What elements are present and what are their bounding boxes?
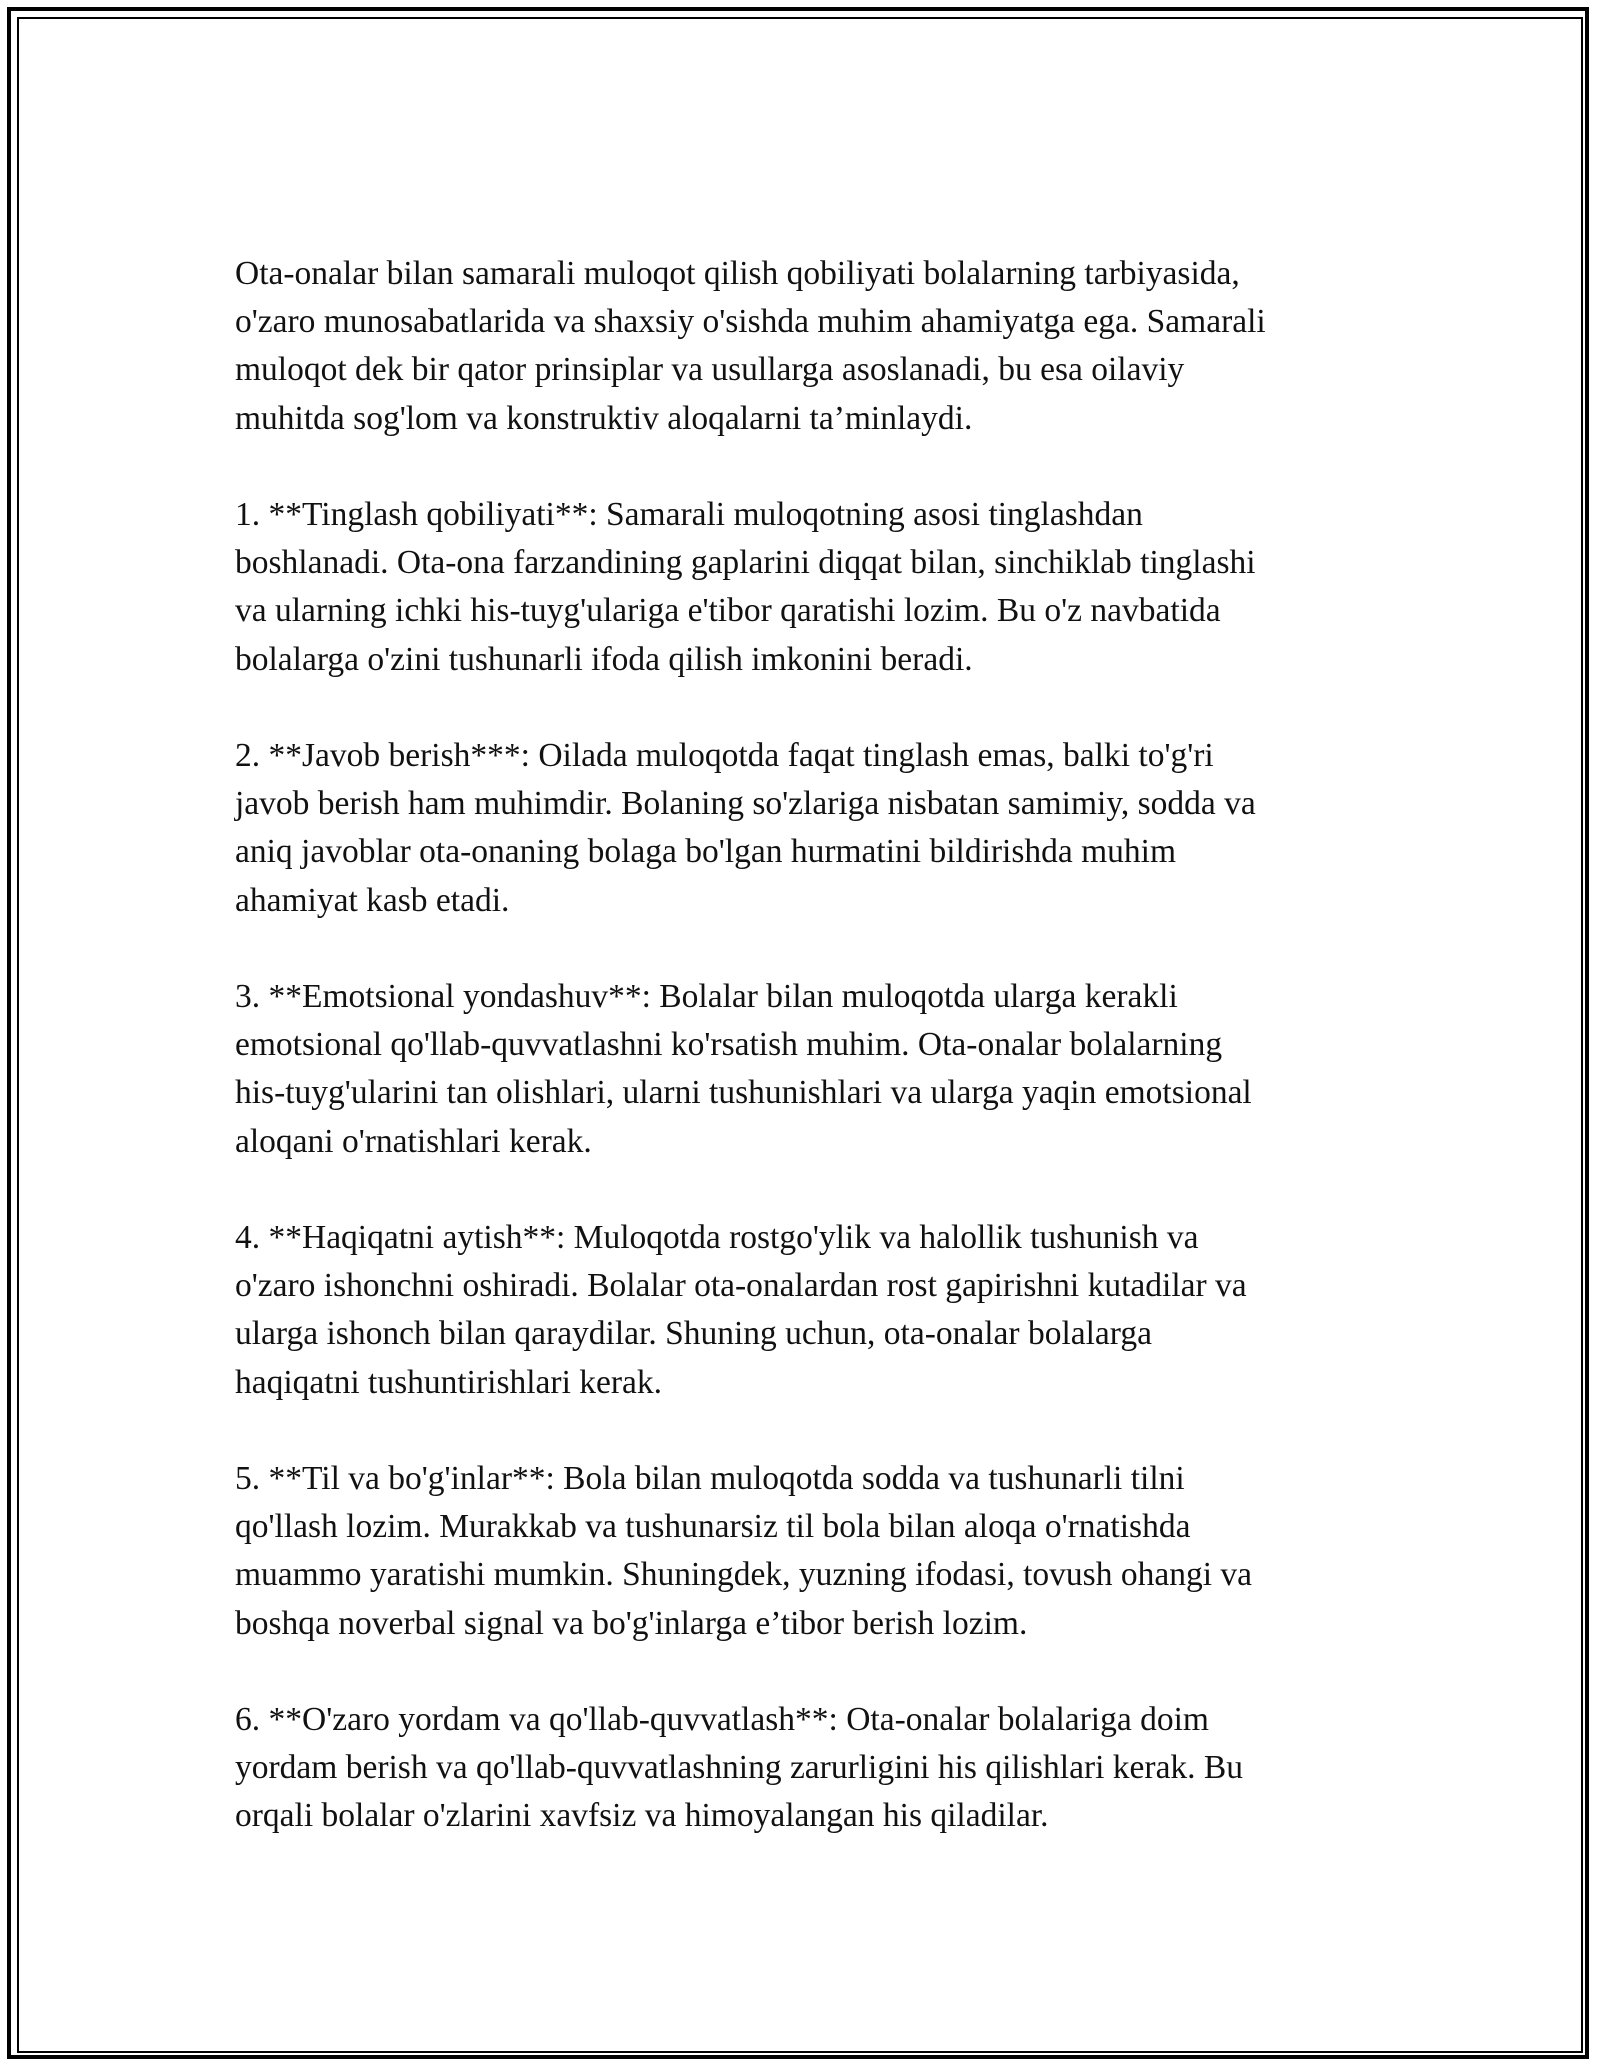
point-3-paragraph: 3. **Emotsional yondashuv**: Bolalar bilan muloqotda ularga kerakli emotsional qo'llab-quvvatlashni ko'rsatish muhim. Ota-onalar bolalarning his-tuyg'ularini tan olishlari, ularni tushunishlari va ularga yaqin emotsional aloqani o'rnatishlari kerak. [235,978,1252,1160]
intro-paragraph: Ota-onalar bilan samarali muloqot qilish qobiliyati bolalarning tarbiyasida, o'zaro munosabatlarida va shaxsiy o'sishda muhim ahamiyatga ega. Samarali muloqot dek bir qator prinsiplar va usullarga asoslanadi, bu esa oilaviy muhitda sog'lom va konstruktiv aloqalarni ta’minlaydi. [235,255,1266,437]
point-1-paragraph: 1. **Tinglash qobiliyati**: Samarali muloqotning asosi tinglashdan boshlanadi. Ota-ona farzandining gaplarini diqqat bilan, sinchiklab tinglashi va ularning ichki his-tuyg'ulariga e'tibor qaratishi lozim. Bu o'z navbatida bolalarga o'zini tushunarli ifoda qilish imkonini beradi. [235,496,1256,678]
point-4-paragraph: 4. **Haqiqatni aytish**: Muloqotda rostgo'ylik va halollik tushunish va o'zaro ishonchni oshiradi. Bolalar ota-onalardan rost gapirishni kutadilar va ularga ishonch bilan qaraydilar. Shuning uchun, ota-onalar bolalarga haqiqatni tushuntirishlari kerak. [235,1219,1247,1401]
document-body [235,250,1385,1889]
point-6-paragraph: 6. **O'zaro yordam va qo'llab-quvvatlash**: Ota-onalar bolalariga doim yordam berish va qo'llab-quvvatlashning zarurligini his qilishlari kerak. Bu orqali bolalar o'zlarini xavfsiz va himoyalangan his qiladilar. [235,1701,1244,1835]
point-2-paragraph: 2. **Javob berish***: Oilada muloqotda faqat tinglash emas, balki to'g'ri javob berish ham muhimdir. Bolaning so'zlariga nisbatan samimiy, sodda va aniq javoblar ota-onaning bolaga bo'lgan hurmatini bildirishda muhim ahamiyat kasb etadi. [235,737,1256,919]
point-5-paragraph: 5. **Til va bo'g'inlar**: Bola bilan muloqotda sodda va tushunarli tilni qo'llash lozim. Murakkab va tushunarsiz til bola bilan aloqa o'rnatishda muammo yaratishi mumkin. Shuningdek, yuzning ifodasi, tovush ohangi va boshqa noverbal signal va bo'g'inlarga e’tibor berish lozim. [235,1460,1252,1642]
